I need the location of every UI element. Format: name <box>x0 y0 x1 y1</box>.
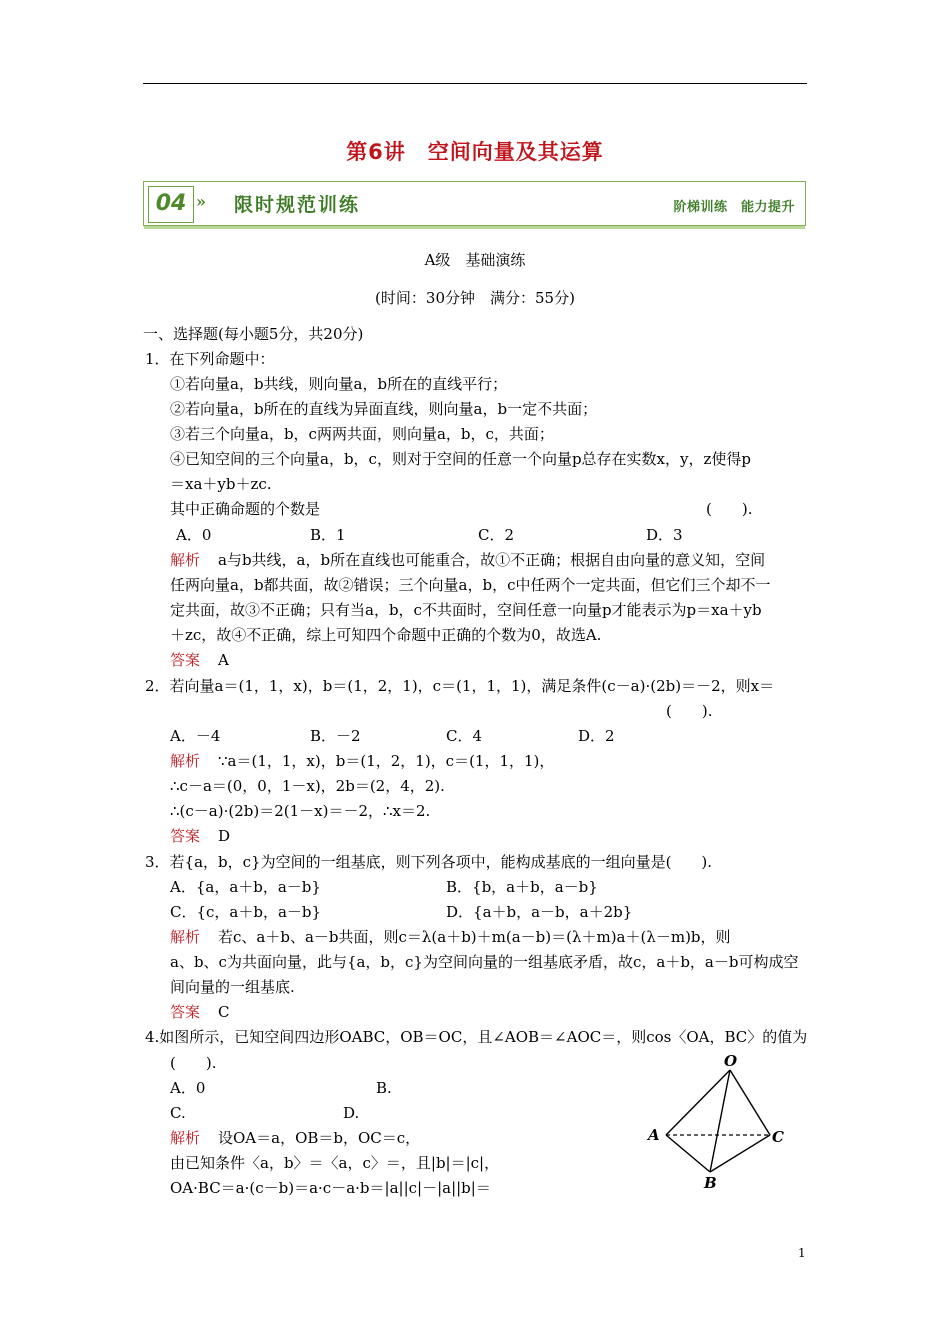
q3-option-b: B．{b，a＋b，a－b} <box>446 878 598 896</box>
q3-answer: C <box>218 1003 230 1021</box>
q1-jiexi-line1: a与b共线，a，b所在直线也可能重合，故①不正确；根据自由向量的意义知，空间 <box>218 551 766 569</box>
q2-answer-label: 答案 <box>170 827 201 845</box>
edge-bc <box>710 1135 770 1172</box>
q1-statement-4b: ＝xa＋yb＋zc. <box>170 475 272 493</box>
tetrahedron-figure <box>640 1052 790 1192</box>
chevron-right-icon: » <box>196 192 206 211</box>
edge-ab <box>666 1135 710 1172</box>
page-number: 1 <box>798 1246 806 1260</box>
q2-answer: D <box>218 827 231 845</box>
top-rule <box>143 83 807 84</box>
q2-option-c: C．4 <box>446 727 483 745</box>
q4-stem: 4.如图所示，已知空间四边形OABC，OB＝OC，且∠AOB＝∠AOC＝，则cos〈OA，BC〉的值为 <box>145 1028 808 1046</box>
q4-option-d: D. <box>343 1104 360 1122</box>
edge-ob <box>710 1070 730 1172</box>
q3-stem: 3．若{a，b，c}为空间的一组基底，则下列各项中，能构成基底的一组向量是( ). <box>145 853 713 871</box>
section-heading: 一、选择题(每小题5分，共20分) <box>143 325 364 343</box>
q1-option-d: D．3 <box>646 526 683 544</box>
q1-jiexi-line2: 任两向量a，b都共面，故②错误；三个向量a，b，c中任两个一定共面，但它们三个却不一 <box>170 576 771 594</box>
q1-jiexi-label: 解析 <box>170 551 201 569</box>
label-o: O <box>724 1052 738 1070</box>
q2-jiexi-line3: ∴(c－a)·(2b)＝2(1－x)＝－2，∴x＝2. <box>170 802 431 820</box>
q3-jiexi-line1: 若c、a＋b、a－b共面，则c＝λ(a＋b)＋m(a－b)＝(λ＋m)a＋(λ－m)b，则 <box>218 928 731 946</box>
section-banner <box>143 181 806 226</box>
q2-option-d: D．2 <box>578 727 615 745</box>
q4-option-c: C. <box>170 1104 186 1122</box>
q2-option-a: A．－4 <box>170 727 221 745</box>
banner-subtitle: 阶梯训练 能力提升 <box>673 200 795 215</box>
q1-statement-3: ③若三个向量a，b，c两两共面，则向量a，b，c，共面； <box>170 425 554 443</box>
q3-jiexi-line2: a、b、c为共面向量，此与{a，b，c}为空间向量的一组基底矛盾，故c，a＋b，a－b可构成空 <box>170 953 799 971</box>
q3-option-c: C．{c，a＋b，a－b} <box>170 903 322 921</box>
q1-statement-4a: ④已知空间的三个向量a，b，c，则对于空间的任意一个向量p总存在实数x，y，z使得p <box>170 450 751 468</box>
q1-paren: ( ). <box>706 500 753 518</box>
q2-paren: ( ). <box>666 702 713 720</box>
q4-jiexi-line2: 由已知条件〈a，b〉＝〈a，c〉＝，且|b|＝|c|， <box>170 1154 500 1172</box>
q4-jiexi-line3: OA·BC＝a·(c－b)＝a·c－a·b＝|a||c|－|a||b|＝ <box>170 1179 491 1197</box>
q3-jiexi-label: 解析 <box>170 928 201 946</box>
q2-jiexi-line1: ∵a＝(1，1，x)，b＝(1，2，1)，c＝(1，1，1)， <box>218 752 555 770</box>
q4-jiexi-label: 解析 <box>170 1129 201 1147</box>
label-a: A <box>648 1126 660 1144</box>
q1-answer: A <box>218 651 229 669</box>
q4-option-b: B. <box>376 1079 392 1097</box>
q1-option-c: C．2 <box>478 526 515 544</box>
banner-title: 限时规范训练 <box>234 194 361 216</box>
q1-jiexi-line4: ＋zc，故④不正确，综上可知四个命题中正确的个数为0，故选A. <box>170 626 602 644</box>
q3-jiexi-line3: 间向量的一组基底. <box>170 978 295 996</box>
q3-option-d: D．{a＋b，a－b，a＋2b} <box>446 903 633 921</box>
q1-option-b: B．1 <box>310 526 346 544</box>
q1-statement-1: ①若向量a，b共线，则向量a，b所在的直线平行； <box>170 375 508 393</box>
label-c: C <box>772 1128 784 1146</box>
q1-ask: 其中正确命题的个数是 <box>170 500 321 518</box>
q3-answer-label: 答案 <box>170 1003 201 1021</box>
level-heading: A级 基础演练 <box>424 251 526 269</box>
q4-jiexi-line1: 设OA＝a，OB＝b，OC＝c， <box>218 1129 421 1147</box>
q1-option-a: A．0 <box>176 526 212 544</box>
q4-paren: ( ). <box>170 1054 217 1072</box>
banner-badge: 04 <box>148 186 194 223</box>
q2-stem: 2．若向量a＝(1，1，x)，b＝(1，2，1)，c＝(1，1，1)，满足条件(c－a)·(2b)＝－2，则x＝ <box>145 677 775 695</box>
page-title: 第6讲 空间向量及其运算 <box>346 140 604 164</box>
q1-jiexi-line3: 定共面，故③不正确；只有当a，b，c不共面时，空间任意一向量p才能表示为p＝xa＋yb <box>170 601 762 619</box>
label-b: B <box>704 1174 717 1192</box>
q4-option-a: A．0 <box>170 1079 206 1097</box>
q2-jiexi-line2: ∴c－a＝(0，0，1－x)，2b＝(2，4，2). <box>170 777 445 795</box>
q1-statement-2: ②若向量a，b所在的直线为异面直线，则向量a，b一定不共面； <box>170 400 598 418</box>
time-info: (时间：30分钟 满分：55分) <box>375 289 575 307</box>
q2-option-b: B．－2 <box>310 727 361 745</box>
q3-option-a: A．{a，a＋b，a－b} <box>170 878 321 896</box>
edge-oc <box>730 1070 770 1135</box>
q1-stem: 1．在下列命题中： <box>145 350 275 368</box>
q1-answer-label: 答案 <box>170 651 201 669</box>
banner-underline <box>144 226 805 229</box>
q2-jiexi-label: 解析 <box>170 752 201 770</box>
edge-oa <box>666 1070 730 1135</box>
